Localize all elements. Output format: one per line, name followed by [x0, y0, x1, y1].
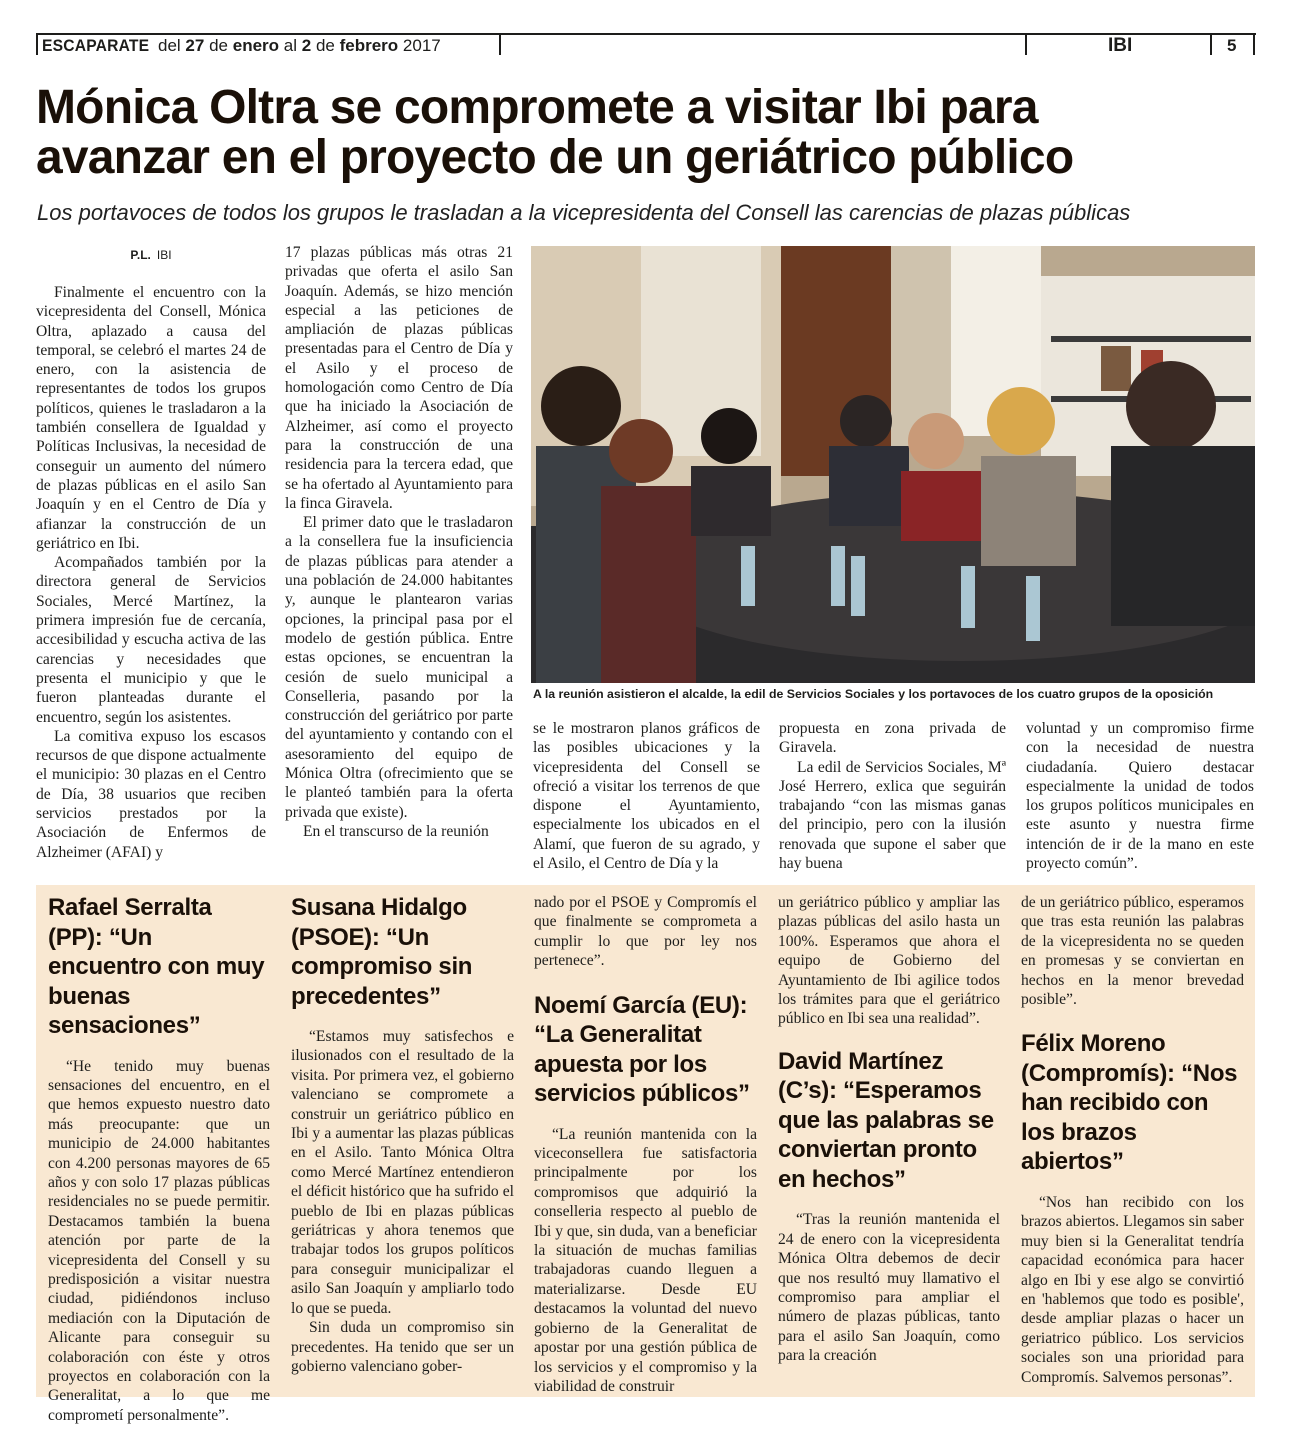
header-divider — [1025, 33, 1027, 55]
opinion-heading-eu: Noemí García (EU): “La Generalitat apuesta por los servicios públicos” — [534, 991, 750, 1108]
photo-caption: A la reunión asistieron el alcalde, la edil de Servicios Sociales y los portavoces de los cuatro grupos de la oposición — [533, 687, 1214, 701]
page-number: 5 — [1227, 36, 1237, 55]
opinion-quote-eu-end: un geriátrico público y ampliar las plazas públicas del asilo hasta un 100%. Esperamos que ahora el equipo de Gobierno del Ayuntamiento de Ibi agilice todos los trámites para que el geriátrico público en Ibi sea una realidad”. — [778, 894, 1000, 1028]
byline — [36, 248, 266, 262]
opinion-quote-psoe-cont: Sin duda un compromiso sin precedentes. Ha tenido que ser un gobierno valenciano gober- — [291, 1319, 514, 1375]
meeting-photo — [531, 246, 1255, 683]
opinion-quote-cs-end: de un geriátrico público, esperamos que tras esta reunión las palabras de la vicepresidenta no se queden en promesas y se conviertan en hechos en la menor brevedad posible”. — [1021, 894, 1244, 1009]
date-connector: de — [315, 36, 335, 55]
article-paragraph: El primer dato que le trasladaron a la consellera fue la insuficiencia de plazas públicas para atender a una población de 24.000 habitantes y, aunque le plantearon varias opciones, la principal pasa por el modelo de gestión pública. Entre estas opciones, se encuentran la cesión de suelo municipal a Conselleria, pasando por la construcción del geriátrico por parte del ayuntamiento y contando con el asesoramiento del equipo de Mónica Oltra (ofrecimiento que se le planteó también para la oferta privada que existe). — [285, 514, 513, 821]
opinion-heading-pp: Rafael Serralta (PP): “Un encuentro con muy buenas sensaciones” — [48, 894, 265, 1039]
header-divider — [1210, 33, 1212, 55]
headline-line-2: avanzar en el proyecto de un geriátrico público — [36, 131, 1074, 184]
article-paragraph: 17 plazas públicas más otras 21 privadas que oferta el asilo San Joaquín. Además, se hizo mención especial a las peticiones de ampliación de plazas públicas presentadas para el Centro de Día y el Asilo y el proceso de homologación como Centro de Día que ha iniciado la Asociación de Alzheimer, así como el proyecto para la construcción de una residencia para la tercera edad, que se ha ofertado al Ayuntamiento para la finca Giravela. — [285, 244, 513, 512]
opinion-heading-psoe: Susana Hidalgo (PSOE): “Un compromiso sin precedentes” — [291, 894, 473, 1010]
article-column-5 — [1026, 719, 1254, 873]
byline-author: P.L. — [130, 248, 151, 262]
date-month-start: enero — [232, 36, 280, 55]
article-paragraph: voluntad y un compromiso firme con la necesidad de nuestra ciudadanía. Quiero destacar especialmente la unidad de todos los grupos políticos municipales en este asunto y nuestra firme intención de ir de la mano en este proyecto común”. — [1026, 720, 1254, 873]
opinion-quote-psoe-end: nado por el PSOE y Compromís el que finalmente se comprometa a cumplir lo que por ley nos pertenece”. — [534, 894, 757, 970]
article-paragraph: En el transcurso de la reunión — [303, 822, 489, 840]
article-column-4 — [779, 719, 1006, 873]
article-column-2 — [285, 243, 513, 841]
article-paragraph: Acompañados también por la directora general de Servicios Sociales, Mercé Martínez, la primera impresión fue de cercanía, accesibilidad y escucha activa de las carencias y necesidades que presenta el municipio y que le fueron planteadas durante el encuentro, según los asistentes. — [36, 554, 266, 726]
date-day-end: 2 — [301, 36, 312, 55]
subheadline: Los portavoces de todos los grupos le trasladan a la vicepresidenta del Consell las carencias de plazas públicas — [37, 200, 1131, 225]
header-divider-right — [1253, 33, 1255, 55]
header-divider-left — [36, 33, 38, 55]
date-prefix: del — [158, 36, 181, 55]
opinion-heading-cs: David Martínez (C’s): “Esperamos que las palabras se conviertan pronto en hechos” — [778, 1047, 994, 1193]
article-paragraph: La edil de Servicios Sociales, Mª José Herrero, exlica que seguirán trabajando “con las mismas ganas del principio, pero con la ilusión renovada que supone el saber que hay buena — [779, 758, 1006, 873]
issue-date — [158, 36, 441, 56]
opinion-column-eu — [534, 893, 757, 1396]
opinion-heading-compromis: Félix Moreno (Compromís): “Nos han recibido con los brazos abiertos” — [1021, 1030, 1238, 1176]
date-connector: al — [283, 36, 297, 55]
opinion-column-compromis — [1021, 893, 1244, 1387]
date-connector: de — [209, 36, 228, 55]
header-rule — [36, 33, 1256, 35]
byline-place: IBI — [156, 248, 172, 262]
date-month-end: febrero — [339, 36, 399, 55]
opinion-quote-pp: “He tenido muy buenas sensaciones del encuentro, en el que hemos expuesto nuestro dato más preocupante: que un municipio de 24.000 habitantes con 4.200 personas mayores de 65 años y con solo 17 plazas públicas residenciales no se puede permitir. Destacamos también la buena atención por parte de la vicepresidenta del Consell y su predisposición a visitar nuestra ciudad, pidiéndonos incluso mediación con la Diputación de Alicante para conseguir su colaboración con éste y otros proyectos en colaboración con la Generalitat, a lo que me comprometí personalmente”. — [48, 1057, 270, 1424]
opinion-quote-psoe: “Estamos muy satisfechos e ilusionados con el resultado de la visita. Por primera vez, el gobierno valenciano se compromete a construir un geriátrico público en Ibi y a aumentar las plazas públicas en el Asilo. Tanto Mónica Oltra como Mercé Martínez entendieron el déficit histórico que ha sufrido el pueblo de Ibi en plazas públicas geriátricas y ahora tenemos que trabajar todos los grupos políticos para conseguir municipalizar el asilo San Joaquín y ampliarlo todo lo que se pueda. — [291, 1028, 514, 1317]
opinion-column-psoe — [291, 893, 514, 1376]
headline-line-1: Mónica Oltra se compromete a visitar Ibi para — [36, 81, 1038, 134]
article-column-3 — [533, 719, 760, 873]
opinion-column-cs — [778, 893, 1000, 1366]
opinion-quote-cs: “Tras la reunión mantenida el 24 de enero con la vicepresidenta Mónica Oltra debemos de decir que nos resultó muy llamativo el compromiso para ampliar el número de plazas públicas, tanto para el asilo San Joaquín, como para la creación — [778, 1211, 1000, 1365]
page-town: IBI — [1108, 35, 1133, 56]
date-year: 2017 — [402, 36, 441, 55]
article-paragraph: Finalmente el encuentro con la vicepresidenta del Consell, Mónica Oltra, aplazado a causa del temporal, se celebró el martes 24 de enero, con la asistencia de representantes de todos los grupos políticos, quienes le trasladaron a la también consellera de Igualdad y Políticas Inclusivas, la necesidad de conseguir un aumento del número de plazas públicas en el asilo San Joaquín y en el Centro de Día y afianzar la construcción de un geriátrico en Ibi. — [36, 284, 266, 552]
article-paragraph: se le mostraron planos gráficos de las posibles ubicaciones y la vicepresidenta del Consell se ofreció a visitar los terrenos de que dispone el Ayuntamiento, especialmente los ubicados en el Alamí, que fueron de su agrado, y el Asilo, el Centro de Día y la — [533, 720, 760, 873]
opinion-quote-eu: “La reunión mantenida con la viceconsellera fue satisfactoria principalmente por los compromisos que adquirió la conselleria respecto al pueblo de Ibi y que, sin duda, van a beneficiar la situación de muchas familias trabajadoras cuando lleguen a materializarse. Desde EU destacamos la voluntad del nuevo gobierno de la Generalitat de apostar por una gestión pública de los servicios y el compromiso y la viabilidad de construir — [534, 1125, 757, 1395]
header-divider — [499, 33, 501, 55]
date-day-start: 27 — [185, 36, 205, 55]
article-column-1 — [36, 283, 266, 862]
opinion-quote-compromis: “Nos han recibido con los brazos abiertos. Llegamos sin saber muy bien si la Generalitat tendría capacidad económica para hacer algo en Ibi y ese algo se convirtió en 'hablemos que todo es posible', desde ampliar plazas o hacer un geriatrico público. Los servicios sociales son una prioridad para Compromís. Salvemos personas”. — [1021, 1193, 1244, 1386]
article-paragraph: propuesta en zona privada de Giravela. — [779, 720, 1006, 757]
article-paragraph: La comitiva expuso los escasos recursos de que dispone actualmente el municipio: 30 plazas en el Centro de Día, 38 usuarios que reciben servicios prestados por la Asociación de Enfermos de Alzheimer (AFAI) y — [36, 727, 266, 861]
meeting-photo-illustration — [531, 246, 1255, 683]
section-tag: ESCAPARATE — [42, 36, 150, 55]
opinion-column-pp — [48, 893, 270, 1425]
